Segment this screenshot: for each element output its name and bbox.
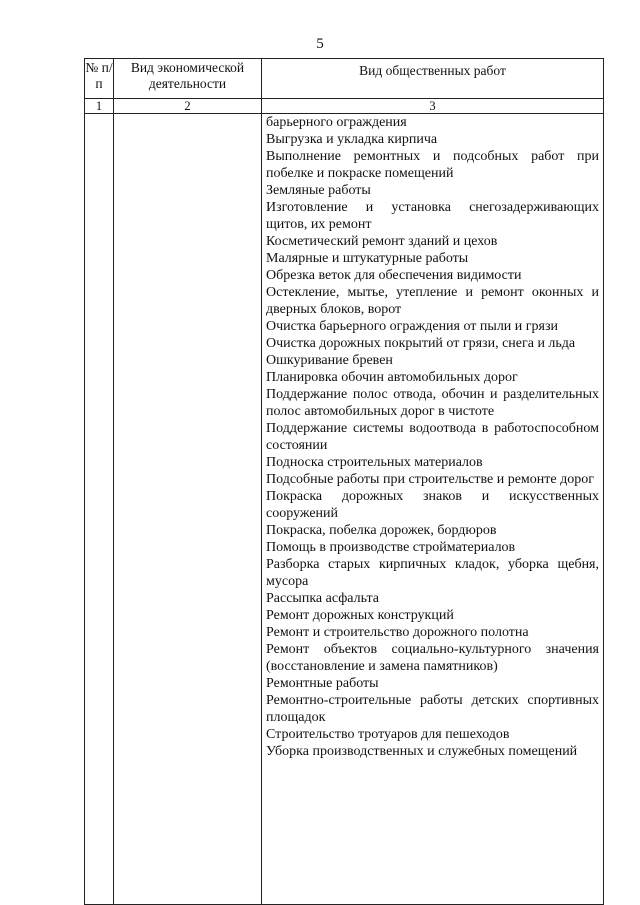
list-item: Подсобные работы при строительстве и ремонте дорог [266, 472, 594, 487]
list-item: Остекление, мытье, утепление и ремонт оконных и дверных блоков, ворот [266, 285, 599, 317]
list-item: Строительство тротуаров для пешеходов [266, 727, 510, 742]
list-item: Ремонт и строительство дорожного полотна [266, 625, 529, 640]
column-number-row [85, 99, 604, 114]
list-item: барьерного ограждения [266, 115, 407, 130]
list-item: Очистка барьерного ограждения от пыли и грязи [266, 319, 558, 334]
column-number-2: 2 [114, 99, 262, 114]
list-item: Покраска, побелка дорожек, бордюров [266, 523, 497, 538]
list-item: Покраска дорожных знаков и искусственных сооружений [266, 489, 599, 521]
header-public-works: Вид общественных работ [262, 59, 604, 99]
list-item: Ремонтно-строительные работы детских спортивных площадок [266, 693, 599, 725]
work-types-list [262, 114, 603, 760]
list-item: Ремонт объектов социально-культурного значения (восстановление и замена памятников) [266, 642, 599, 674]
page-number: 5 [316, 36, 324, 52]
list-item: Поддержание полос отвода, обочин и разделительных полос автомобильных дорог в чистоте [266, 387, 599, 419]
list-item: Ремонтные работы [266, 676, 379, 691]
public-works-table [84, 58, 604, 905]
list-item: Подноска строительных материалов [266, 455, 483, 470]
header-economic-activity: Вид экономической деятельности [114, 59, 262, 99]
list-item: Малярные и штукатурные работы [266, 251, 469, 266]
list-item: Ошкуривание бревен [266, 353, 393, 368]
cell-number [85, 114, 114, 905]
column-number-1: 1 [85, 99, 114, 114]
column-number-3: 3 [262, 99, 604, 114]
list-item: Очистка дорожных покрытий от грязи, снега и льда [266, 336, 576, 351]
list-item: Выгрузка и укладка кирпича [266, 132, 438, 147]
list-item: Ремонт дорожных конструкций [266, 608, 454, 623]
list-item: Уборка производственных и служебных помещений [266, 744, 578, 759]
list-item: Обрезка веток для обеспечения видимости [266, 268, 522, 283]
list-item: Планировка обочин автомобильных дорог [266, 370, 518, 385]
cell-economic-activity [114, 114, 262, 905]
table-row [85, 114, 604, 905]
list-item: Выполнение ремонтных и подсобных работ при побелке и покраске помещений [266, 149, 599, 181]
list-item: Разборка старых кирпичных кладок, уборка щебня, мусора [266, 557, 599, 589]
cell-work-types [262, 114, 604, 905]
list-item: Изготовление и установка снегозадерживающих щитов, их ремонт [266, 200, 599, 232]
list-item: Поддержание системы водоотвода в работоспособном состоянии [266, 421, 599, 453]
list-item: Косметический ремонт зданий и цехов [266, 234, 498, 249]
table-header-row [85, 59, 604, 99]
list-item: Помощь в производстве стройматериалов [266, 540, 516, 555]
header-number: № п/п [85, 59, 114, 99]
list-item: Рассыпка асфальта [266, 591, 379, 606]
list-item: Земляные работы [266, 183, 371, 198]
